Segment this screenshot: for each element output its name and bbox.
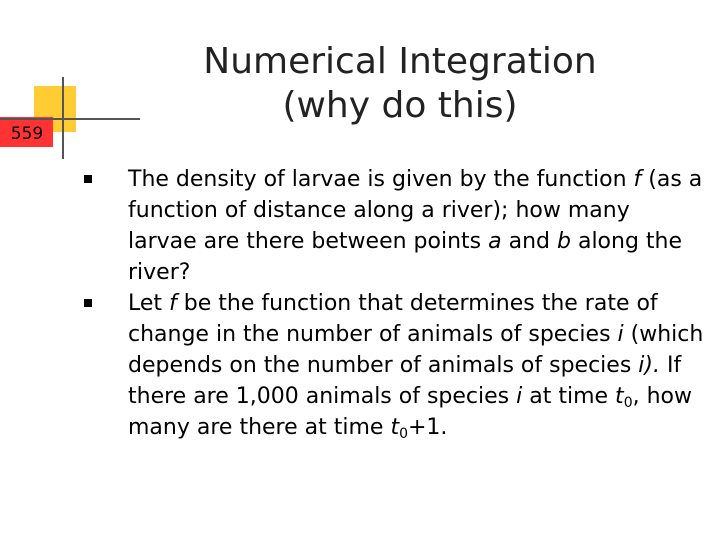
bullet-text: be the function that determines the rate of change in the number of animals of species (128, 291, 658, 347)
italic-variable: f (633, 167, 642, 192)
slide-title-line-2: (why do this) (282, 85, 518, 126)
bullet-text: , how many are there at time (128, 384, 692, 440)
italic-variable: i (516, 384, 523, 409)
slide-title (140, 40, 660, 128)
italic-variable: t (390, 415, 400, 440)
bullet-item-species (84, 288, 704, 443)
bullet-item-larvae (84, 164, 704, 288)
bullet-text: at time (522, 384, 616, 409)
slide-number: 559 (10, 124, 44, 144)
slide-title-line-1: Numerical Integration (203, 41, 597, 82)
subscript: 0 (623, 395, 633, 411)
subscript: 0 (399, 426, 408, 442)
decorative-horizontal-line (0, 118, 140, 120)
bullet-text: Let (128, 291, 170, 316)
italic-variable: b (557, 229, 571, 254)
bullet-text: +1. (408, 415, 448, 440)
italic-variable: i (617, 322, 624, 347)
bullet-text: If there are 1,000 animals of species (128, 353, 682, 409)
italic-variable: i). (638, 353, 660, 378)
italic-variable: f (169, 291, 177, 316)
bullet-square-icon (84, 175, 92, 183)
italic-variable: a (488, 229, 502, 254)
bullet-list (84, 164, 704, 443)
italic-variable: t (615, 384, 624, 409)
bullet-text: The density of larvae is given by the function (128, 167, 634, 192)
bullet-text: (as a function of distance along a river); how many larvae are there between points (128, 167, 703, 254)
bullet-text: along the river? (128, 229, 683, 285)
bullet-square-icon (84, 299, 92, 307)
bullet-text: and (501, 229, 557, 254)
bullet-text: (which depends on the number of animals of species (128, 322, 704, 378)
